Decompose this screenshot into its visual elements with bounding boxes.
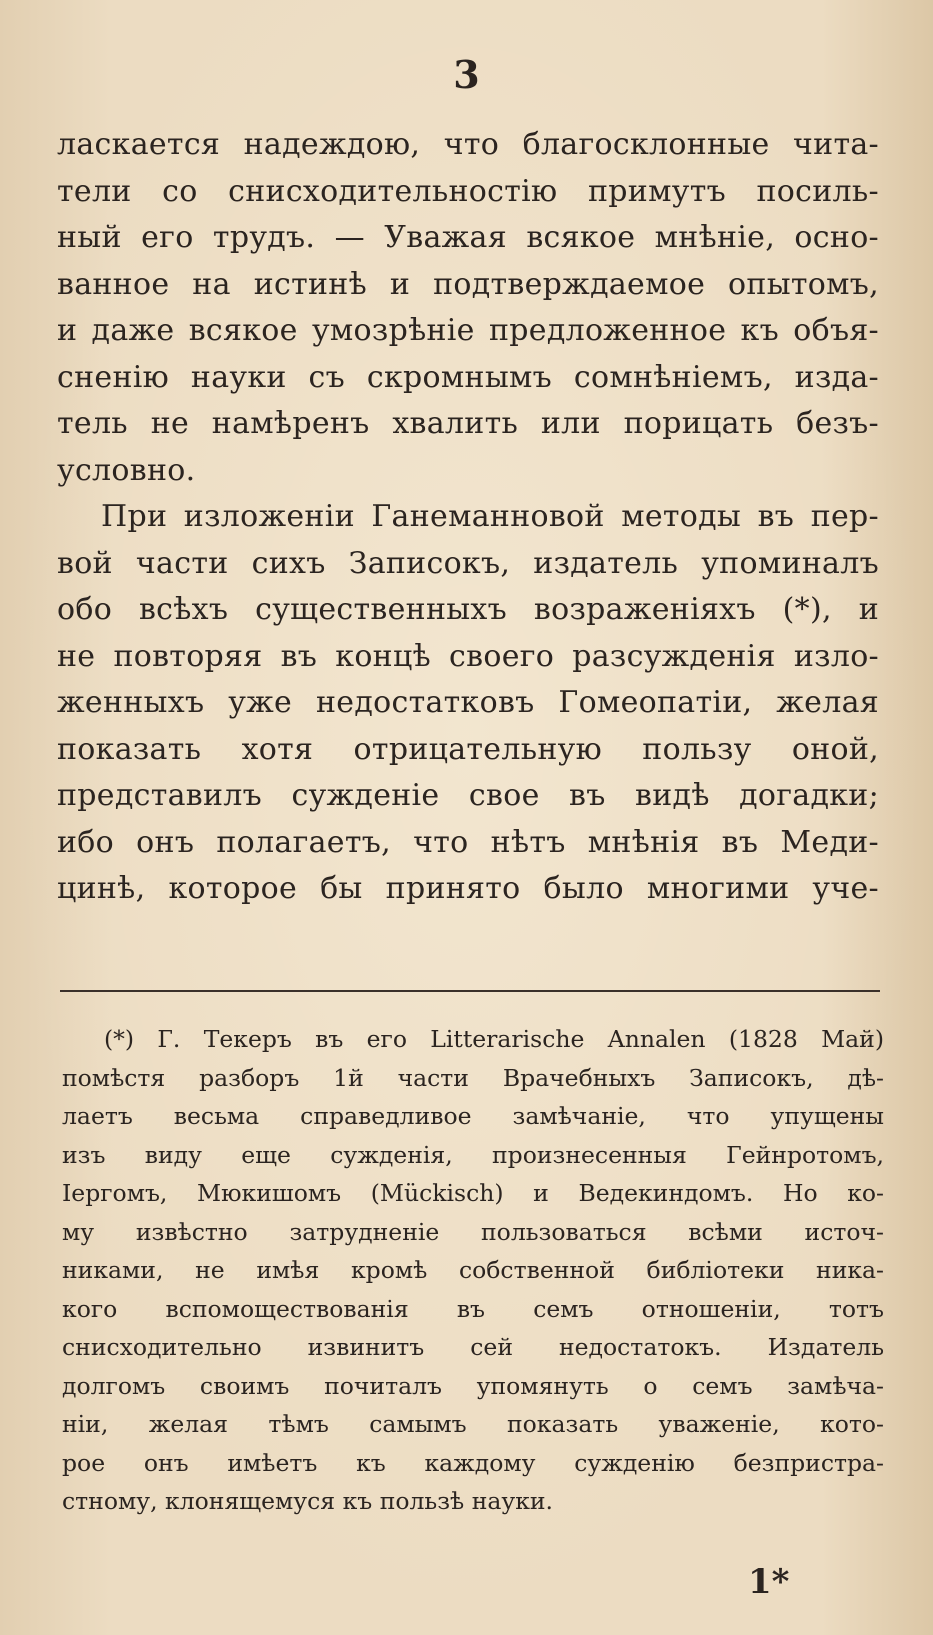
text-line: тель не намѣренъ хвалить или порицать безъ-: [57, 406, 879, 441]
footnote-line: снисходительно извинитъ сей недостатокъ. Издатель: [62, 1333, 884, 1361]
signature-mark: 1*: [748, 1562, 790, 1602]
text-line: ласкается надеждою, что благосклонные чита-: [57, 127, 879, 162]
footnote-line: рое онъ имѣетъ къ каждому сужденію безпристра-: [62, 1448, 884, 1477]
footnote-line: изъ виду еще сужденія, произнесенныя Гейнротомъ,: [62, 1140, 884, 1169]
text-line: обо всѣхъ существенныхъ возраженіяхъ (*), и: [57, 592, 879, 627]
footnote-line: долгомъ своимъ почиталъ упомянуть о семъ замѣча-: [62, 1371, 884, 1400]
text-line: тели со снисходительностію примутъ посиль-: [57, 173, 879, 209]
footnote-line: лаетъ весьма справедливое замѣчаніе, что упущены: [62, 1102, 884, 1130]
page-number: 3: [453, 52, 480, 97]
footnote-line: никами, не имѣя кромѣ собственной библіотеки ника-: [62, 1256, 884, 1284]
text-line: сненію науки съ скромнымъ сомнѣніемъ, изда-: [57, 359, 879, 395]
text-line: При изложеніи Ганеманновой методы въ пер-: [101, 499, 879, 534]
text-line: вой части сихъ Записокъ, издатель упоминалъ: [57, 545, 879, 581]
text-line: и даже всякое умозрѣніе предложенное къ объя-: [57, 313, 879, 348]
text-line: женныхъ уже недостатковъ Гомеопатіи, желая: [57, 685, 879, 720]
main-text: [57, 122, 879, 913]
footnote-line: ніи, желая тѣмъ самымъ показать уваженіе, кото-: [62, 1410, 884, 1438]
footnote-line: (*) Г. Текеръ въ его Litterarische Annalen (1828 Май): [104, 1025, 884, 1053]
text-line: показать хотя отрицательную пользу оной,: [57, 731, 879, 767]
footnote: [62, 1020, 884, 1521]
footnote-line: помѣстя разборъ 1й части Врачебныхъ Записокъ, дѣ-: [62, 1063, 884, 1092]
text-line: ный его трудъ. — Уважая всякое мнѣніе, осно-: [57, 220, 879, 255]
text-line: цинѣ, которое бы принято было многими уче-: [57, 871, 879, 906]
text-line: условно.: [57, 452, 196, 488]
footnote-line: Іергомъ, Мюкишомъ (Mückisch) и Ведекиндомъ. Но ко-: [62, 1179, 884, 1207]
footnote-line: стному, клонящемуся къ пользѣ науки.: [62, 1487, 554, 1515]
text-line: ванное на истинѣ и подтверждаемое опытомъ,: [57, 266, 879, 302]
text-line: представилъ сужденіе свое въ видѣ догадки;: [57, 778, 879, 813]
footnote-line: му извѣстно затрудненіе пользоваться всѣми источ-: [62, 1217, 884, 1246]
footnote-line: кого вспомоществованія въ семъ отношеніи, тотъ: [62, 1294, 884, 1323]
text-line: не повторяя въ концѣ своего разсужденія изло-: [57, 638, 879, 674]
footnote-divider: [60, 990, 880, 992]
text-line: ибо онъ полагаетъ, что нѣтъ мнѣнія въ Меди-: [57, 824, 879, 860]
